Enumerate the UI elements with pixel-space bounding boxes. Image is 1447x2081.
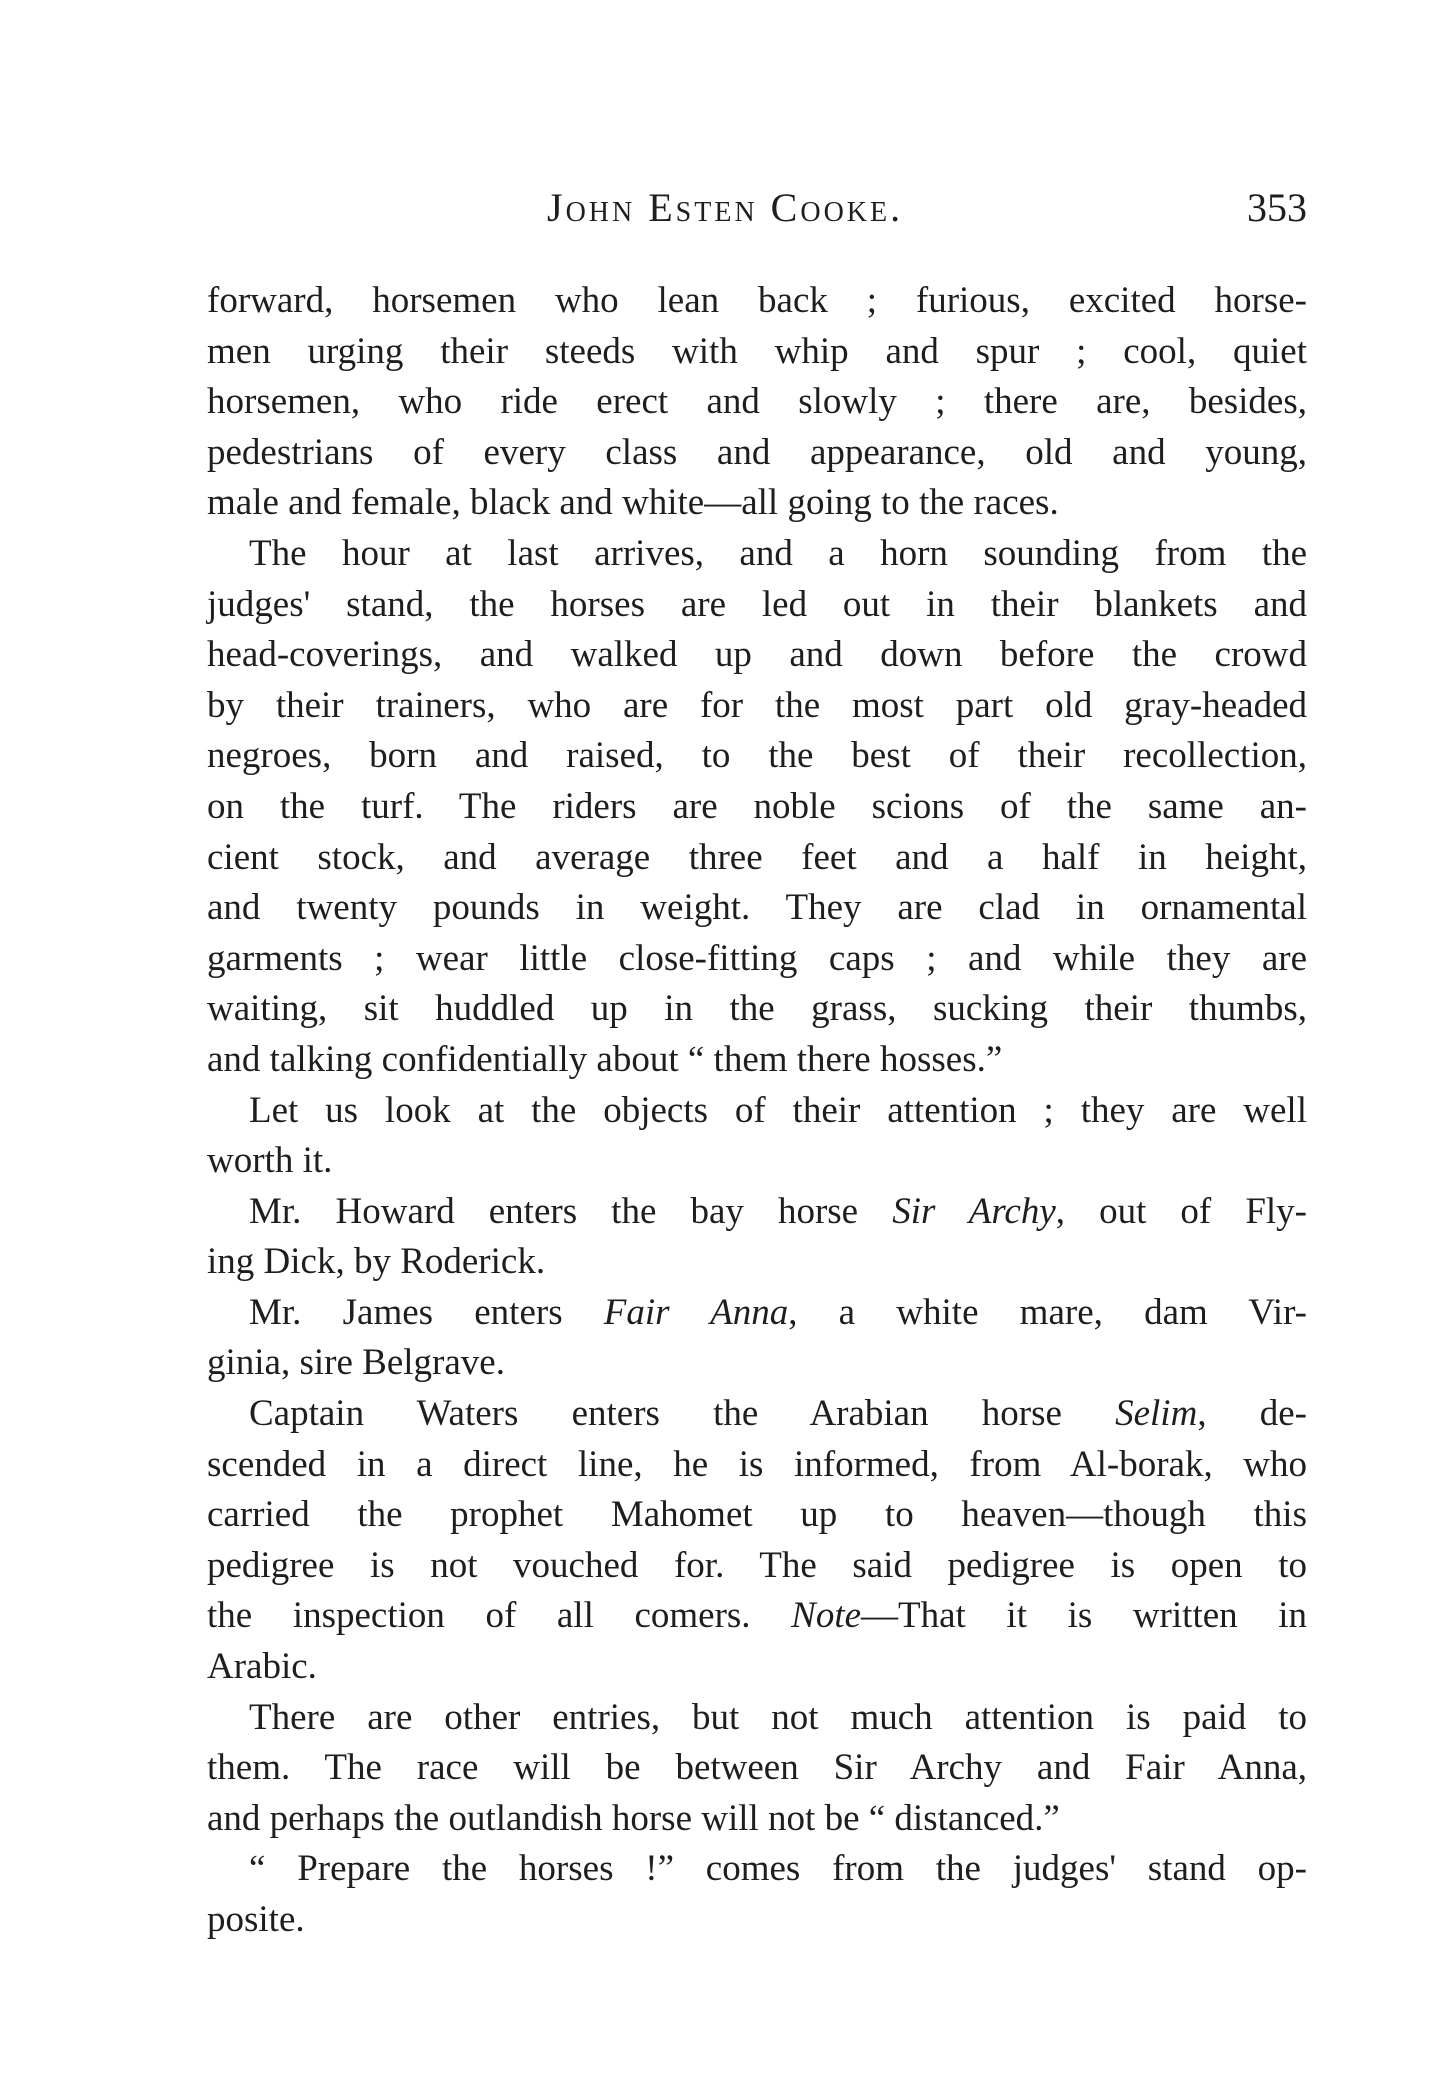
paragraph [207,529,1307,1086]
text-line [207,1541,1307,1592]
text-line [207,1895,1307,1946]
text-line [207,934,1307,985]
text-run: cient stock, and average three feet and a half in height, [207,836,1307,878]
text-run: Captain Waters enters the Arabian horse [249,1393,1116,1435]
text-run: on the turf. The riders are noble scions of the same an- [207,785,1307,827]
text-run: ginia, sire Belgrave. [207,1342,505,1384]
text-run: horsemen, who ride erect and slowly ; there are, besides, [207,381,1307,423]
text-run: ing Dick, by Roderick. [207,1241,546,1283]
running-title: John Esten Cooke. [547,185,904,230]
text-run: garments ; wear little close-fitting caps ; and while they are [207,937,1307,979]
text-line [207,1642,1307,1693]
text-run: and twenty pounds in weight. They are clad in ornamental [207,887,1307,929]
text-run: , a white mare, dam Vir- [788,1291,1307,1333]
text-run: negroes, born and raised, to the best of their recollection, [207,735,1307,777]
text-run: —That it is written in [861,1595,1308,1637]
text-run: The hour at last arrives, and a horn sounding from the [249,532,1307,574]
text-line [207,833,1307,884]
text-line [207,428,1307,479]
text-line [207,984,1307,1035]
text-line [207,1187,1307,1238]
text-line [207,478,1307,529]
text-run: Arabic. [207,1646,317,1688]
text-run: by their trainers, who are for the most part old gray-headed [207,684,1307,726]
body-text [207,276,1307,1946]
paragraph [207,1288,1307,1389]
text-line [207,731,1307,782]
text-line [207,1693,1307,1744]
text-line [207,1844,1307,1895]
page-number: 353 [1247,185,1307,230]
text-line [207,1086,1307,1137]
text-line [207,1490,1307,1541]
text-line [207,1237,1307,1288]
text-run: forward, horsemen who lean back ; furious, excited horse- [207,280,1307,321]
text-run: waiting, sit huddled up in the grass, sucking their thumbs, [207,988,1307,1030]
text-run: Let us look at the objects of their attention ; they are well [249,1089,1307,1131]
text-run: , out of Fly- [1055,1190,1308,1232]
text-run: and talking confidentially about “ them there hosses.” [207,1038,1003,1080]
italic-name: Fair Anna [603,1291,789,1333]
paragraph [207,1844,1307,1945]
paragraph [207,1389,1307,1693]
text-run: posite. [207,1899,305,1940]
text-line [207,1389,1307,1440]
text-run: judges' stand, the horses are led out in their blankets and [207,583,1307,625]
paragraph [207,276,1307,529]
paragraph [207,1086,1307,1187]
italic-name: Note [791,1595,862,1637]
text-line [207,580,1307,631]
text-run: men urging their steeds with whip and spur ; cool, quiet [207,330,1307,372]
text-run: the inspection of all comers. [207,1595,792,1637]
text-line [207,276,1307,327]
text-line [207,377,1307,428]
text-run: head-coverings, and walked up and down before the crowd [207,634,1307,676]
text-line [207,681,1307,732]
text-run: , de- [1197,1393,1307,1435]
italic-name: Sir Archy [892,1190,1056,1232]
text-run: carried the prophet Mahomet up to heaven—though this [207,1494,1307,1536]
text-run: There are other entries, but not much attention is paid to [249,1696,1307,1738]
text-line [207,630,1307,681]
text-line [207,883,1307,934]
text-line [207,1035,1307,1086]
text-line [207,1288,1307,1339]
paragraph [207,1187,1307,1288]
italic-name: Selim [1115,1393,1198,1435]
text-line [207,529,1307,580]
text-run: “ Prepare the horses !” comes from the judges' stand op- [249,1848,1307,1890]
text-run: Mr. James enters [249,1291,604,1333]
text-line [207,1794,1307,1845]
text-line [207,782,1307,833]
text-line [207,1591,1307,1642]
running-head [207,184,1307,244]
text-run: pedigree is not vouched for. The said pedigree is open to [207,1544,1307,1586]
text-run: Mr. Howard enters the bay horse [249,1190,893,1232]
text-line [207,1440,1307,1491]
text-run: male and female, black and white—all going to the races. [207,482,1059,524]
text-line [207,1136,1307,1187]
text-run: and perhaps the outlandish horse will not be “ distanced.” [207,1797,1060,1839]
text-run: worth it. [207,1140,333,1182]
text-line [207,1338,1307,1389]
text-run: them. The race will be between Sir Archy and Fair Anna, [207,1747,1307,1789]
text-run: pedestrians of every class and appearance, old and young, [207,431,1307,473]
text-line [207,327,1307,378]
paragraph [207,1693,1307,1845]
text-line [207,1743,1307,1794]
text-run: scended in a direct line, he is informed, from Al-borak, who [207,1443,1307,1485]
